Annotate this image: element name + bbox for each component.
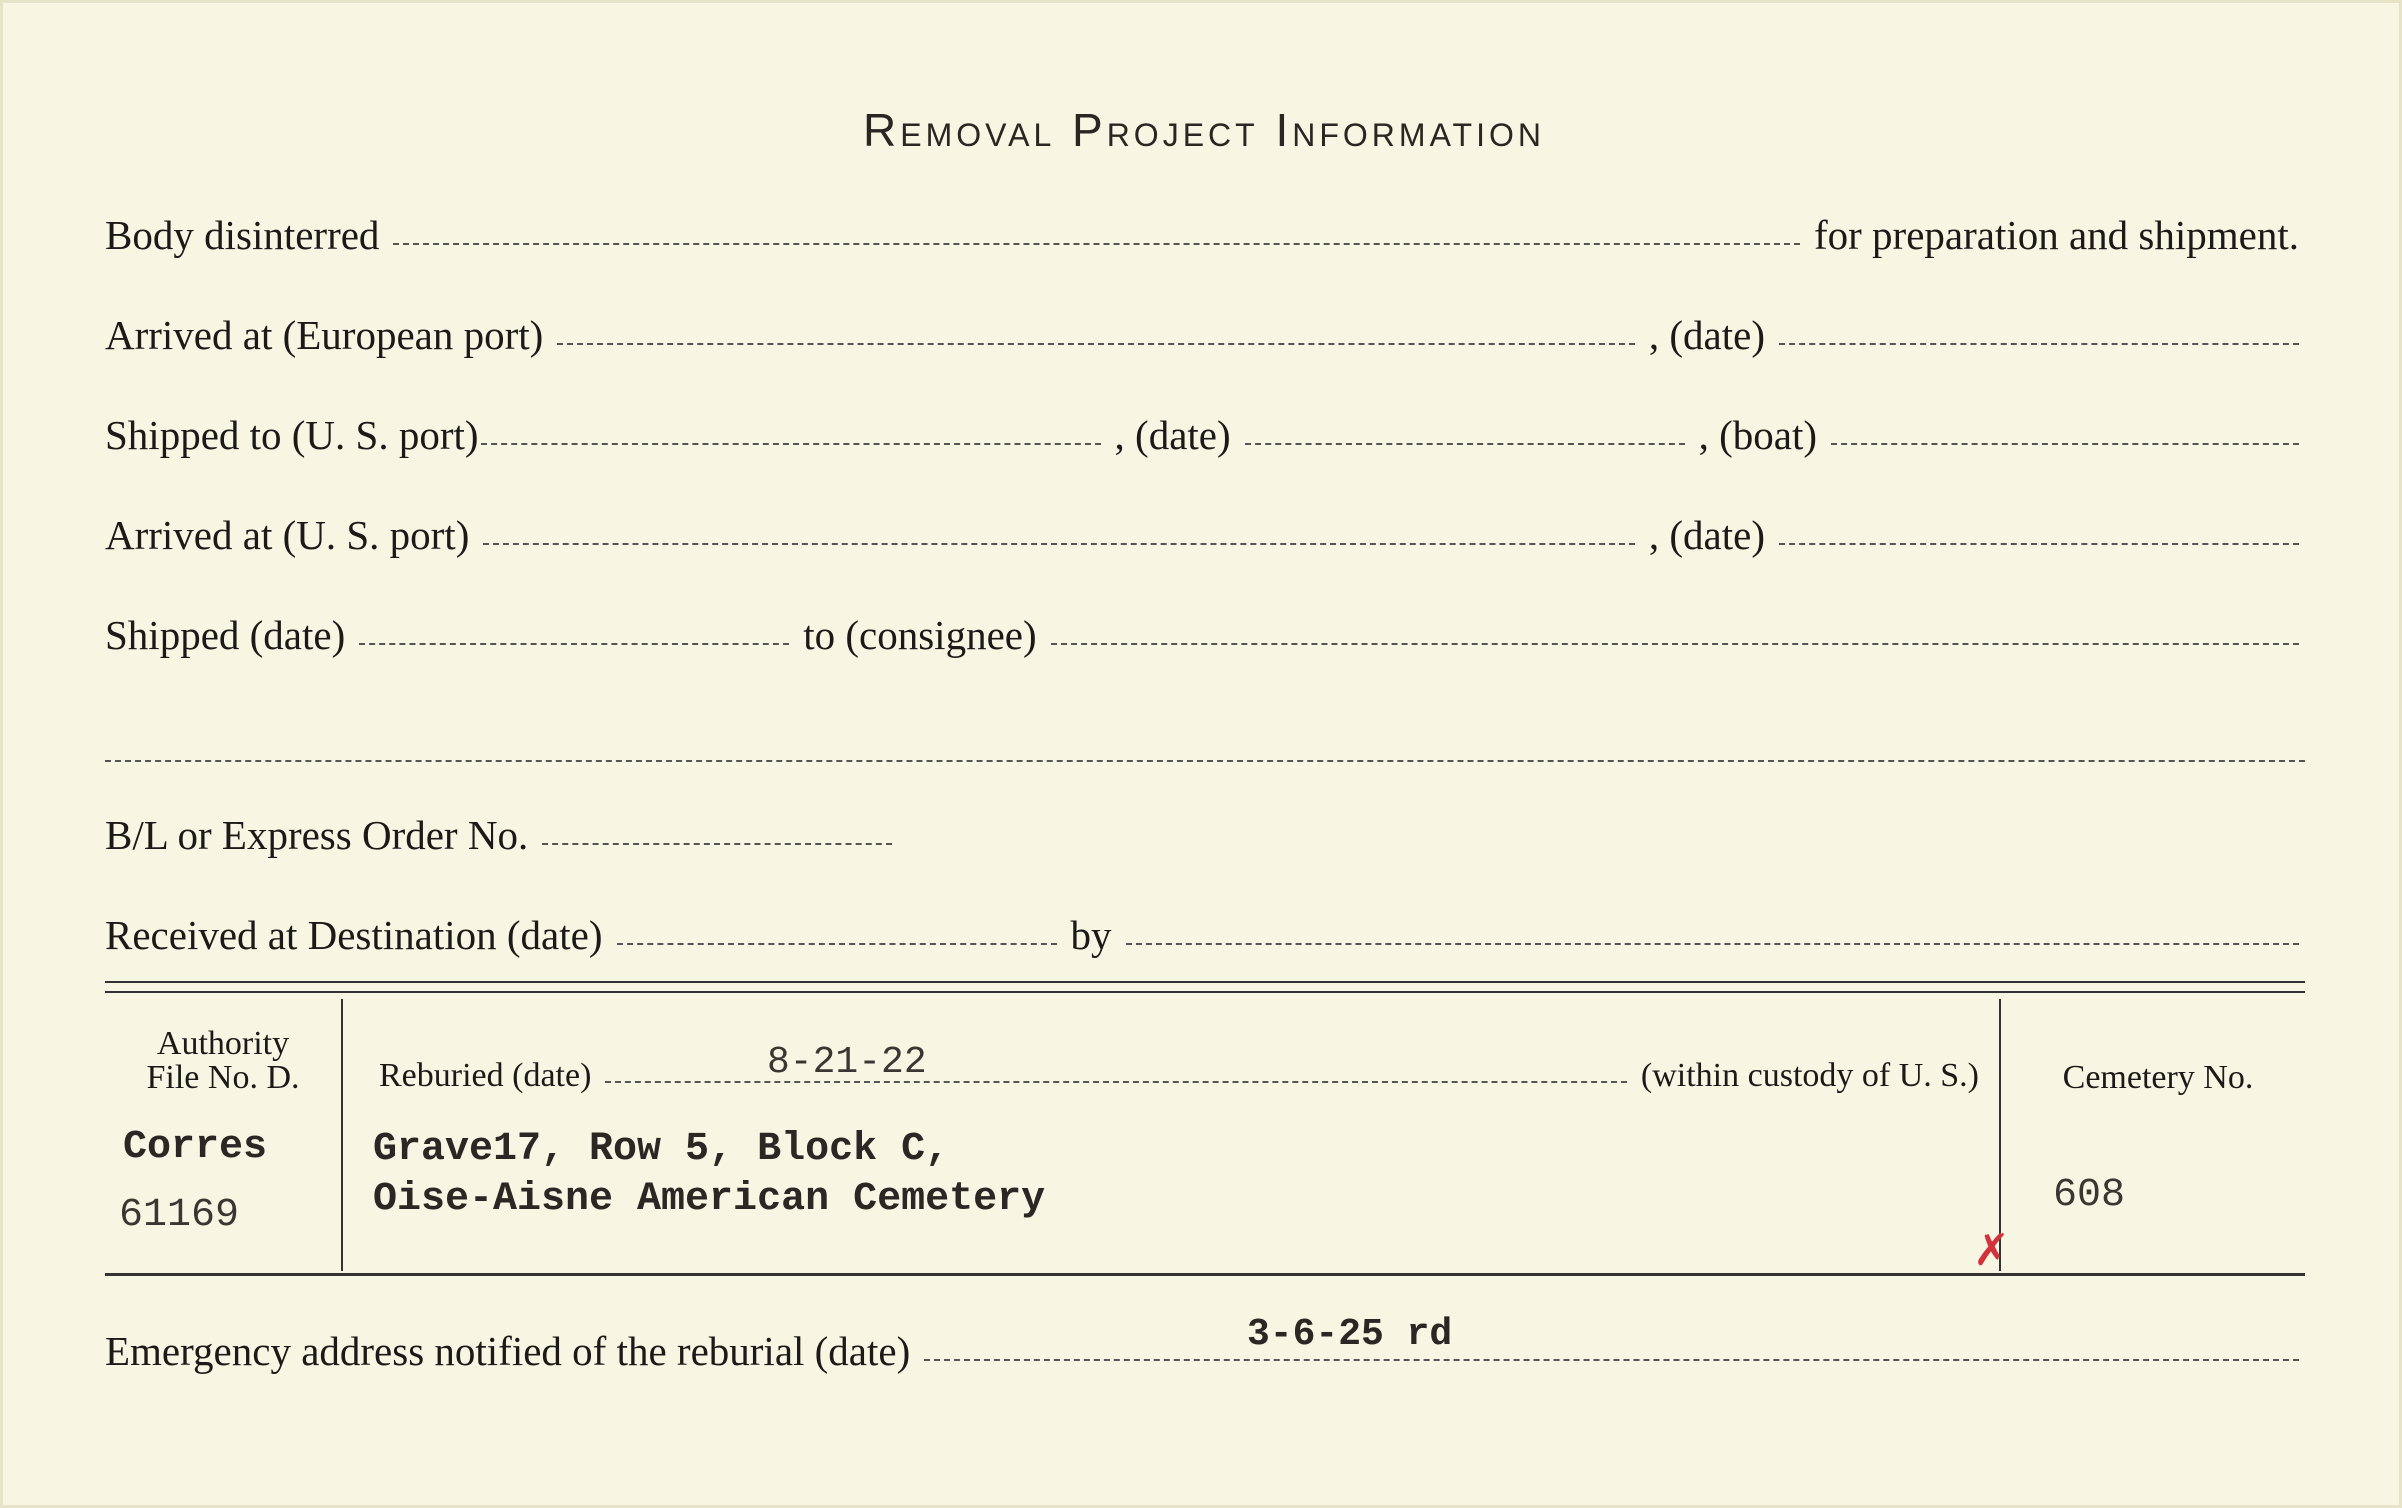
- authority-label: [113, 1027, 333, 1095]
- reburied-row: [379, 1039, 1979, 1095]
- reburied-date-field[interactable]: [605, 1081, 1627, 1083]
- authority-value-corres: Corres: [123, 1125, 268, 1170]
- received-by-field[interactable]: [1126, 943, 2300, 945]
- red-check-mark-icon: ✗: [1973, 1225, 2010, 1276]
- emergency-date-field[interactable]: [924, 1359, 2299, 1361]
- grave-location-line2: Oise-Aisne American Cemetery: [373, 1177, 1046, 1222]
- shipped-us-date-label: , (date): [1114, 412, 1231, 458]
- arrived-us-label: Arrived at (U. S. port): [105, 512, 470, 558]
- arrived-european-date-label: , (date): [1648, 312, 1765, 358]
- consignee-field[interactable]: [1051, 643, 2299, 645]
- arrived-us-port-field[interactable]: [483, 543, 1635, 545]
- shipped-us-row: [105, 399, 2299, 459]
- body-disinterred-row: [105, 199, 2299, 259]
- received-date-label: Received at Destination (date): [105, 912, 603, 958]
- body-disinterred-label: Body disinterred: [105, 212, 380, 258]
- authority-value-number: 61169: [119, 1193, 240, 1238]
- shipped-us-boat-field[interactable]: [1831, 443, 2299, 445]
- authority-label-line2: File No. D.: [146, 1059, 300, 1096]
- emergency-label: Emergency address notified of the reburial (date): [105, 1328, 911, 1374]
- emergency-row: [105, 1315, 2299, 1375]
- arrived-us-date-field[interactable]: [1779, 543, 2299, 545]
- custody-label: (within custody of U. S.): [1640, 1057, 1979, 1094]
- arrived-european-label: Arrived at (European port): [105, 312, 544, 358]
- bl-order-label: B/L or Express Order No.: [105, 812, 529, 858]
- cemetery-no-value: 608: [2053, 1173, 2126, 1218]
- arrived-european-row: [105, 299, 2299, 359]
- received-by-label: by: [1070, 912, 1112, 958]
- shipped-row: [105, 599, 2299, 659]
- shipped-us-boat-label: , (boat): [1698, 412, 1818, 458]
- cemetery-no-label: Cemetery No.: [2062, 1059, 2254, 1096]
- received-row: [105, 899, 2299, 959]
- received-date-field[interactable]: [617, 943, 1057, 945]
- shipped-us-label: Shipped to (U. S. port): [105, 412, 479, 458]
- authority-column-divider: [341, 999, 343, 1271]
- arrived-european-date-field[interactable]: [1779, 343, 2299, 345]
- shipped-us-port-field[interactable]: [481, 443, 1101, 445]
- bl-order-row: [105, 799, 2299, 859]
- section-divider: [105, 981, 2305, 993]
- bl-order-field[interactable]: [542, 843, 892, 845]
- body-disinterred-suffix: for preparation and shipment.: [1813, 212, 2299, 258]
- shipped-us-date-field[interactable]: [1245, 443, 1685, 445]
- box-bottom-rule: [105, 1273, 2305, 1276]
- authority-label-line1: Authority: [156, 1025, 290, 1062]
- consignee-continuation-line[interactable]: [105, 760, 2305, 762]
- reburied-date-label: Reburied (date): [379, 1057, 592, 1094]
- shipped-date-field[interactable]: [359, 643, 789, 645]
- emergency-date-value: 3-6-25 rd: [1247, 1313, 1453, 1356]
- consignee-label: to (consignee): [803, 612, 1037, 658]
- card-title: Removal Project Information: [863, 104, 1545, 156]
- arrived-us-row: [105, 499, 2299, 559]
- grave-location-line1: Grave17, Row 5, Block C,: [373, 1127, 950, 1172]
- reburied-date-value: 8-21-22: [767, 1041, 927, 1084]
- arrived-us-date-label: , (date): [1648, 512, 1765, 558]
- shipped-date-label: Shipped (date): [105, 612, 346, 658]
- arrived-european-port-field[interactable]: [557, 343, 1635, 345]
- body-disinterred-field[interactable]: [393, 243, 1800, 245]
